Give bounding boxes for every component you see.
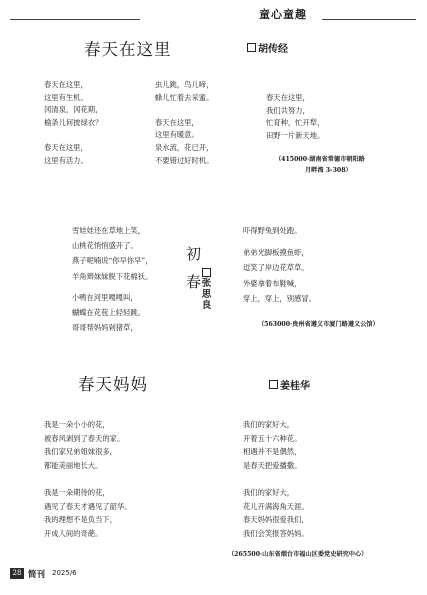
poem-line: 我们家兄弟姐妹很多， bbox=[44, 447, 117, 456]
poem-line: 这里有暖意。 bbox=[155, 130, 199, 140]
poem-line: 遇见了春天才遇见了韶华。 bbox=[44, 501, 132, 511]
poem3-author: 姜桂华 bbox=[269, 377, 310, 392]
poem-line: 羊角辫妹妹脱下花棉袄。 bbox=[72, 271, 153, 281]
poem-line: 山桃花悄悄盛开了。 bbox=[72, 241, 138, 251]
poem2-address: （563000·贵州省遵义市厦门路遵义公馆） bbox=[258, 321, 379, 328]
poem-line: 春天在这里， bbox=[155, 117, 199, 127]
poem-line bbox=[243, 472, 309, 486]
poem-line: 春天在这里， bbox=[44, 80, 88, 89]
poem2-title-char-1: 初 bbox=[186, 245, 202, 263]
poem2-title-char-2: 春 bbox=[186, 273, 202, 291]
poem-line: 这里有生机。 bbox=[44, 92, 88, 102]
poem-line: 雪娃娃还在草地上笑， bbox=[72, 226, 145, 235]
poem1-column-3 bbox=[266, 92, 324, 142]
poem-line: 春天在这里， bbox=[266, 93, 310, 102]
poem-line: 我们的家好大， bbox=[243, 420, 295, 429]
poem-line: 逗笑了岸边花草草。 bbox=[243, 263, 309, 273]
poem-line: 蝴蝶在花苞上轻轻跳。 bbox=[72, 308, 145, 318]
poem-line: 开着五十六种花。 bbox=[243, 433, 302, 443]
section-title: 童心童趣 bbox=[259, 8, 307, 21]
poem1-column-2 bbox=[155, 79, 213, 167]
poem-line bbox=[44, 129, 102, 142]
poem-line: 春天妈妈很爱我们， bbox=[243, 515, 309, 524]
author-box-icon bbox=[202, 268, 211, 277]
poem-line: 我是一朵小小的花， bbox=[44, 420, 110, 429]
poem1-column-1 bbox=[44, 79, 102, 167]
poem-line: 榆条儿何披绿衣？ bbox=[44, 117, 103, 127]
poem2-author-char-1: 张 bbox=[201, 278, 212, 289]
poem-line: 蜂儿忙着去采蜜。 bbox=[155, 92, 214, 102]
poem-line bbox=[44, 472, 132, 486]
poem1-author: 胡传经 bbox=[247, 40, 288, 55]
poem-line: 我们共努力， bbox=[266, 105, 310, 115]
poem-line: 春天在这里， bbox=[44, 142, 88, 152]
poem-line: 燕子呢喃说“你早你早”， bbox=[72, 256, 153, 266]
poem-line: 吓得野兔到处跑。 bbox=[243, 226, 302, 235]
poem-line: 哥哥帮妈妈剁猪草， bbox=[72, 323, 138, 333]
poem-line: 我是一朵期待的花， bbox=[44, 488, 110, 497]
poem-line: 花儿开满海角天涯。 bbox=[243, 501, 309, 511]
poem-line: 泉水流，花已开， bbox=[155, 142, 214, 152]
poem-line: 这里有活力。 bbox=[44, 155, 88, 165]
poem1-address: （415000·湖南省常德市朝阳路 月畔湾 3-308） bbox=[275, 156, 365, 174]
poem-line: 小鸭在河里嘎嘎叫， bbox=[72, 292, 138, 302]
author-box-icon bbox=[269, 380, 278, 389]
poem-line: 穿上，穿上，别感冒。 bbox=[243, 293, 316, 303]
poem-line: 虫儿跳，鸟儿啼， bbox=[155, 80, 214, 89]
magazine-logo: 简刊 bbox=[28, 570, 46, 580]
poem3-left-column bbox=[44, 418, 132, 540]
poem2-left-column bbox=[72, 223, 152, 335]
poem-line: 相遇并不是偶然， bbox=[243, 447, 302, 456]
author-box-icon bbox=[247, 43, 256, 52]
poem-line: 我们会笑报答妈妈。 bbox=[243, 528, 309, 538]
issue-number: 2025/6 bbox=[52, 569, 77, 577]
poem-line: 外婆拿着布鞋喊， bbox=[243, 278, 302, 288]
page-number: 28 bbox=[10, 568, 24, 579]
poem-line: 开成人间的奇葩。 bbox=[44, 528, 103, 538]
poem3-title: 春天妈妈 bbox=[78, 375, 148, 394]
poem3-right-column bbox=[243, 418, 309, 540]
poem-line: 是春天把爱播撒。 bbox=[243, 460, 302, 470]
poem2-author-char-3: 良 bbox=[201, 300, 212, 311]
poem-line: 都能美丽地长大。 bbox=[44, 460, 103, 470]
poem-line: 田野一片新天地。 bbox=[266, 130, 325, 140]
poem-line: 不要错过好时机。 bbox=[155, 155, 214, 165]
poem-line: 我的理想不是负当下， bbox=[44, 515, 117, 524]
poem-line: 我们的家好大， bbox=[243, 488, 295, 497]
poem-line bbox=[155, 104, 213, 117]
header-rule-left bbox=[10, 19, 140, 20]
poem-line: 被春风剥到了春天的家。 bbox=[44, 433, 125, 443]
poem-line: 冈清泉，冈花期， bbox=[44, 105, 103, 115]
poem-line: 弟弟光脚板摸鱼虾， bbox=[243, 248, 309, 258]
poem2-right-column bbox=[243, 223, 316, 306]
poem2-author-char-2: 思 bbox=[201, 289, 212, 300]
header-rule-right bbox=[322, 19, 416, 20]
poem1-title: 春天在这里 bbox=[84, 40, 172, 59]
poem-line: 忙育种，忙开犁， bbox=[266, 118, 325, 128]
poem-line bbox=[243, 238, 316, 245]
poem3-address: （265500·山东省烟台市福山区委党史研究中心） bbox=[228, 551, 368, 558]
